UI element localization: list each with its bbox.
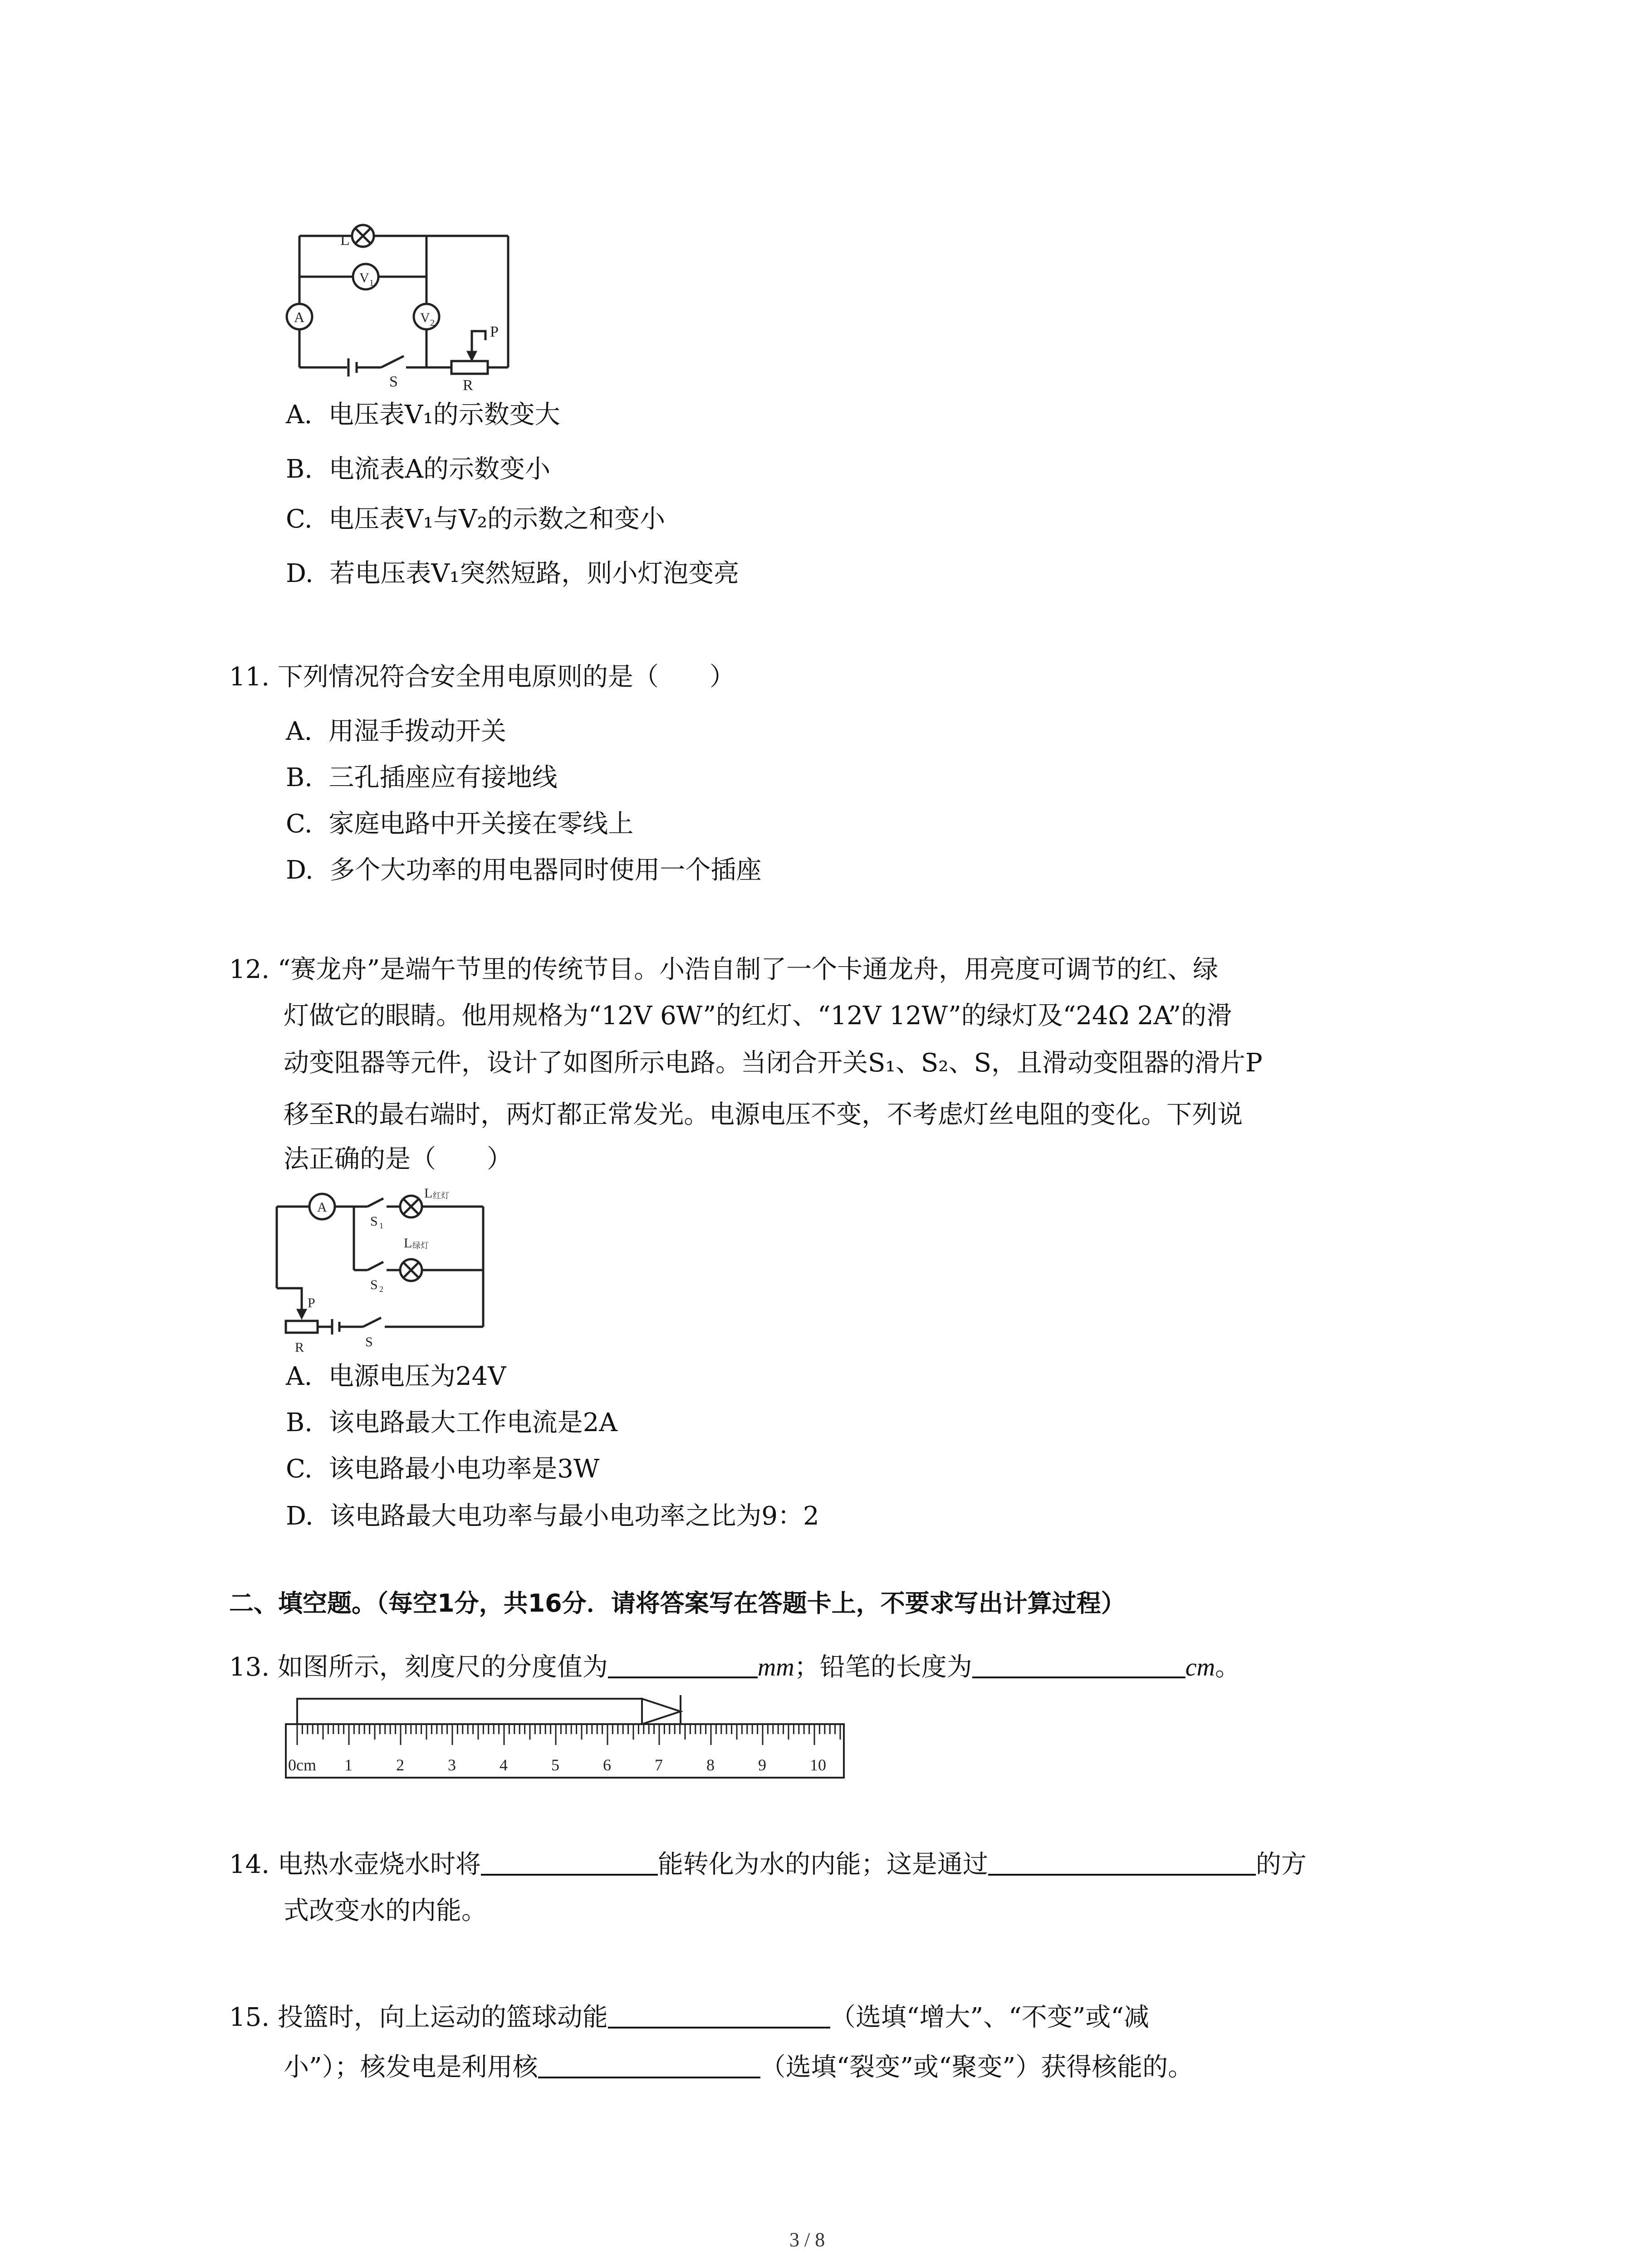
q10-option-c[interactable]: [286, 499, 665, 535]
svg-text:绿灯: 绿灯: [412, 1241, 429, 1250]
q13-line: [229, 1651, 1240, 1680]
q11-option-d[interactable]: [286, 850, 761, 886]
svg-text:红灯: 红灯: [433, 1191, 449, 1200]
q10-option-b[interactable]: [286, 449, 550, 485]
svg-text:S: S: [370, 1277, 378, 1292]
q15-prefix: 15. 投篮时，向上运动的篮球动能: [229, 2003, 608, 2032]
ruler-label: 5: [551, 1756, 559, 1774]
option-letter: B.: [286, 455, 313, 484]
svg-text:A: A: [294, 309, 305, 325]
svg-text:S: S: [370, 1214, 378, 1229]
option-letter: B.: [286, 763, 313, 792]
svg-text:P: P: [308, 1295, 315, 1310]
q10-option-a[interactable]: [286, 395, 560, 431]
q15-blank-1[interactable]: [608, 2001, 830, 2028]
q11-option-c[interactable]: [286, 804, 633, 840]
option-letter: A.: [286, 717, 313, 746]
option-text: 该电路最大电功率与最小电功率之比为9：2: [329, 1501, 819, 1531]
svg-text:S: S: [389, 373, 398, 390]
q11-option-b[interactable]: [286, 758, 558, 794]
q10-circuit-diagram: [272, 218, 526, 390]
q14-prefix: 14. 电热水壶烧水时将: [229, 1850, 481, 1879]
option-text: 若电压表V₁突然短路，则小灯泡变亮: [329, 559, 740, 588]
q14-blank-2[interactable]: [988, 1848, 1256, 1876]
option-text: 电压表V₁与V₂的示数之和变小: [328, 504, 666, 534]
q13-prefix: 13. 如图所示，刻度尺的分度值为: [229, 1652, 608, 1682]
ruler-label: 1: [344, 1756, 353, 1774]
q12-option-a[interactable]: [286, 1356, 506, 1393]
option-letter: C.: [286, 504, 313, 534]
q14-line-2: 式改变水的内能。: [284, 1896, 487, 1926]
q14-blank-1[interactable]: [481, 1848, 658, 1876]
ruler-label: 9: [758, 1756, 766, 1774]
option-text: 电源电压为24V: [328, 1362, 506, 1391]
svg-text:P: P: [490, 323, 499, 340]
q12-stem-line-3: 动变阻器等元件，设计了如图所示电路。当闭合开关S₁、S₂、S，且滑动变阻器的滑片P: [284, 1048, 1263, 1078]
q12-option-b[interactable]: [286, 1403, 617, 1439]
q12-stem-line-4: 移至R的最右端时，两灯都正常发光。电源电压不变，不考虑灯丝电阻的变化。下列说: [284, 1100, 1243, 1129]
q14-mid: 能转化为水的内能；这是通过: [657, 1850, 988, 1879]
svg-text:R: R: [295, 1340, 304, 1355]
q14-line-1: [229, 1848, 1307, 1877]
q13-unit-1: mm: [757, 1653, 794, 1681]
q12-stem-line-1: 12. “赛龙舟”是端午节里的传统节目。小浩自制了一个卡通龙舟，用亮度可调节的红、绿: [229, 955, 1219, 984]
q12-circuit-diagram: [268, 1184, 504, 1356]
svg-text:L: L: [404, 1236, 412, 1251]
option-letter: A.: [286, 400, 313, 430]
svg-text:V: V: [359, 270, 369, 285]
ruler-label: 4: [500, 1756, 508, 1774]
svg-text:1: 1: [369, 278, 374, 288]
svg-text:2: 2: [379, 1285, 383, 1294]
q10-option-d[interactable]: [286, 553, 739, 590]
option-letter: C.: [286, 1454, 313, 1484]
svg-text:S: S: [365, 1334, 373, 1349]
option-text: 三孔插座应有接地线: [328, 763, 558, 792]
q11-option-a[interactable]: [286, 711, 506, 748]
q15-line2-end: （选填“裂变”或“聚变”）获得核能的。: [760, 2053, 1194, 2082]
q12-stem-line-2: 灯做它的眼睛。他用规格为“12V 6W”的红灯、“12V 12W”的绿灯及“24Ω 2A”的滑: [284, 1001, 1232, 1031]
ruler-label: 2: [396, 1756, 404, 1774]
option-letter: D.: [286, 559, 314, 588]
option-text: 电压表V₁的示数变大: [328, 400, 560, 430]
svg-text:A: A: [317, 1200, 327, 1215]
svg-text:1: 1: [379, 1221, 383, 1230]
option-text: 该电路最大工作电流是2A: [328, 1408, 617, 1437]
option-letter: A.: [286, 1362, 313, 1391]
q15-blank-2[interactable]: [538, 2051, 760, 2078]
section-heading: 二、填空题。（每空1分，共16分．请将答案写在答题卡上，不要求写出计算过程）: [229, 1589, 1126, 1618]
page-number: 3 / 8: [789, 2229, 825, 2251]
svg-text:V: V: [420, 310, 430, 325]
option-text: 用湿手拨动开关: [328, 717, 506, 746]
svg-text:L: L: [424, 1186, 433, 1201]
ruler-label: 7: [655, 1756, 663, 1774]
q13-blank-2[interactable]: [972, 1651, 1185, 1678]
q12-option-d[interactable]: [286, 1496, 819, 1532]
option-letter: B.: [286, 1408, 313, 1437]
option-text: 家庭电路中开关接在零线上: [328, 809, 634, 839]
q12-stem-line-5: 法正确的是（ ）: [284, 1144, 512, 1174]
ruler-label: 8: [706, 1756, 715, 1774]
option-text: 该电路最小电功率是3W: [328, 1454, 600, 1484]
svg-text:L: L: [340, 232, 350, 249]
q15-line2-prefix: 小”）；核发电是利用核: [284, 2053, 538, 2082]
option-text: 电流表A的示数变小: [328, 455, 551, 484]
q11-stem: 11. 下列情况符合安全用电原则的是（ ）: [229, 662, 735, 692]
ruler-label: 3: [448, 1756, 456, 1774]
q13-mid: ；铅笔的长度为: [794, 1652, 972, 1682]
q13-ruler-diagram: [281, 1694, 848, 1780]
svg-text:R: R: [463, 377, 473, 390]
q15-mid: （选填“增大”、“不变”或“减: [830, 2003, 1150, 2032]
option-text: 多个大功率的用电器同时使用一个插座: [329, 855, 762, 885]
ruler-label: 6: [603, 1756, 611, 1774]
q13-unit-2: cm: [1185, 1653, 1215, 1681]
q14-end: 的方: [1255, 1850, 1307, 1879]
ruler-label: 0cm: [288, 1756, 316, 1774]
q15-line-2: [284, 2051, 1193, 2080]
ruler-label: 10: [810, 1756, 826, 1774]
q15-line-1: [229, 2001, 1149, 2030]
option-letter: C.: [286, 809, 313, 839]
pencil-icon: [297, 1695, 681, 1728]
q12-option-c[interactable]: [286, 1449, 599, 1485]
q13-end: 。: [1215, 1652, 1241, 1682]
q13-blank-1[interactable]: [608, 1651, 758, 1678]
option-letter: D.: [286, 1501, 314, 1531]
svg-text:2: 2: [430, 318, 435, 328]
option-letter: D.: [286, 855, 314, 885]
